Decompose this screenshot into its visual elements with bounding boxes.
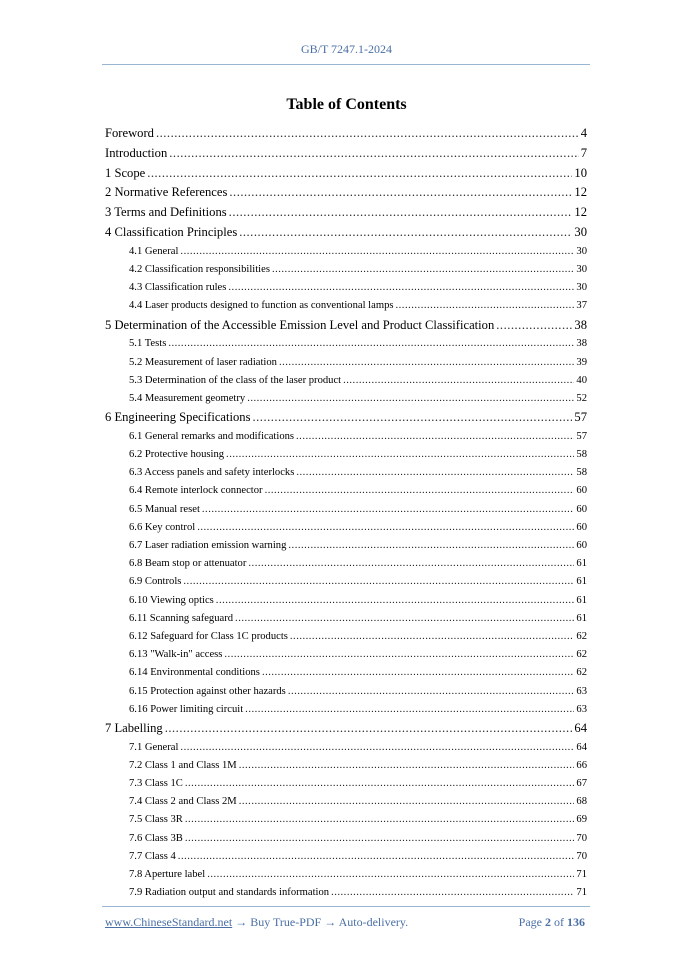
toc-leader-dots xyxy=(183,573,574,591)
toc-leader-dots xyxy=(165,719,573,739)
toc-entry-page: 62 xyxy=(576,630,587,642)
toc-subsection-entry[interactable] xyxy=(105,354,587,372)
toc-leader-dots xyxy=(496,316,572,336)
toc-leader-dots xyxy=(239,757,575,775)
toc-leader-dots xyxy=(265,482,575,500)
toc-subsection-entry[interactable] xyxy=(105,664,587,682)
toc-subsection-entry[interactable] xyxy=(105,297,587,315)
toc-section-entry[interactable] xyxy=(105,124,587,144)
toc-subsection-entry[interactable] xyxy=(105,866,587,884)
toc-entry-page: 71 xyxy=(576,868,587,880)
toc-entry-page: 62 xyxy=(576,667,587,679)
toc-leader-dots xyxy=(185,830,575,848)
auto-delivery-text: Auto-delivery. xyxy=(338,915,409,929)
toc-subsection-entry[interactable] xyxy=(105,811,587,829)
toc-entry-label: 7.5 Class 3R xyxy=(129,814,183,826)
toc-entry-page: 61 xyxy=(576,576,587,588)
toc-entry-page: 12 xyxy=(574,205,587,220)
toc-entry-page: 60 xyxy=(576,521,587,533)
toc-entry-page: 4 xyxy=(580,126,587,140)
toc-entry-label: 5.3 Determination of the class of the laser product xyxy=(129,374,342,386)
toc-entry-label: 6.11 Scanning safeguard xyxy=(129,612,234,624)
toc-entry-page: 62 xyxy=(576,649,587,661)
toc-entry-label: 6.6 Key control xyxy=(129,521,196,533)
toc-entry-label: 5.1 Tests xyxy=(129,338,167,350)
toc-section-entry[interactable] xyxy=(105,223,587,243)
toc-entry-label: 4 Classification Principles xyxy=(105,224,238,239)
standard-number: GB/T 7247.1-2024 xyxy=(300,42,393,56)
toc-entry-page: 70 xyxy=(576,832,587,844)
toc-entry-label: 6.14 Environmental conditions xyxy=(129,667,260,679)
toc-section-entry[interactable] xyxy=(105,316,587,336)
toc-subsection-entry[interactable] xyxy=(105,884,587,902)
page-current: 2 xyxy=(545,915,551,929)
toc-leader-dots xyxy=(288,537,574,555)
toc-subsection-entry[interactable] xyxy=(105,390,587,408)
toc-entry-label: 7.7 Class 4 xyxy=(129,850,176,862)
toc-subsection-entry[interactable] xyxy=(105,335,587,353)
toc-entry-page: 40 xyxy=(576,374,587,386)
toc-section-entry[interactable] xyxy=(105,203,587,223)
toc-entry-label: 7.3 Class 1C xyxy=(129,778,183,790)
toc-leader-dots xyxy=(279,354,574,372)
website-link[interactable]: www.ChineseStandard.net xyxy=(105,915,233,929)
toc-leader-dots xyxy=(239,793,575,811)
toc-entry-label: 7 Labelling xyxy=(105,720,163,735)
toc-section-entry[interactable] xyxy=(105,164,587,184)
toc-entry-label: 7.4 Class 2 and Class 2M xyxy=(129,796,237,808)
toc-entry-page: 57 xyxy=(574,410,587,425)
toc-entry-page: 58 xyxy=(576,467,587,479)
toc-subsection-entry[interactable] xyxy=(105,757,587,775)
toc-entry-label: Introduction xyxy=(105,145,168,160)
toc-entry-label: 4.1 General xyxy=(129,245,179,257)
toc-leader-dots xyxy=(178,848,575,866)
toc-leader-dots xyxy=(197,519,574,537)
document-header xyxy=(0,42,693,57)
buy-true-pdf-text: Buy True-PDF xyxy=(250,915,322,929)
arrow-right-icon: → xyxy=(324,915,337,929)
toc-leader-dots xyxy=(343,372,574,390)
toc-entry-page: 63 xyxy=(576,685,587,697)
toc-leader-dots xyxy=(239,223,572,243)
toc-leader-dots xyxy=(331,884,574,902)
toc-entry-page: 58 xyxy=(576,449,587,461)
toc-entry-page: 38 xyxy=(574,317,587,332)
toc-leader-dots xyxy=(180,739,574,757)
toc-subsection-entry[interactable] xyxy=(105,628,587,646)
toc-entry-page: 61 xyxy=(576,558,587,570)
toc-entry-page: 69 xyxy=(576,814,587,826)
toc-leader-dots xyxy=(180,243,574,261)
toc-leader-dots xyxy=(296,464,574,482)
toc-leader-dots xyxy=(296,428,574,446)
toc-entry-label: 5 Determination of the Accessible Emission Level and Product Classification xyxy=(105,317,495,332)
toc-subsection-entry[interactable] xyxy=(105,537,587,555)
toc-subsection-entry[interactable] xyxy=(105,428,587,446)
toc-leader-dots xyxy=(290,628,575,646)
toc-subsection-entry[interactable] xyxy=(105,610,587,628)
toc-leader-dots xyxy=(247,390,574,408)
toc-leader-dots xyxy=(396,297,575,315)
toc-subsection-entry[interactable] xyxy=(105,646,587,664)
toc-entry-label: Foreword xyxy=(105,126,154,140)
toc-leader-dots xyxy=(253,408,573,428)
toc-subsection-entry[interactable] xyxy=(105,261,587,279)
toc-entry-label: 7.2 Class 1 and Class 1M xyxy=(129,759,237,771)
toc-leader-dots xyxy=(185,775,575,793)
toc-subsection-entry[interactable] xyxy=(105,519,587,537)
toc-entry-page: 66 xyxy=(576,759,587,771)
footer-divider xyxy=(102,906,590,907)
toc-subsection-entry[interactable] xyxy=(105,683,587,701)
toc-entry-label: 4.3 Classification rules xyxy=(129,282,227,294)
toc-entry-page: 61 xyxy=(576,594,587,606)
toc-entry-page: 60 xyxy=(576,540,587,551)
toc-entry-page: 63 xyxy=(576,703,587,715)
arrow-right-icon: → xyxy=(235,915,248,929)
page-total: 136 xyxy=(567,915,585,929)
toc-leader-dots xyxy=(226,446,574,464)
toc-entry-page: 52 xyxy=(576,392,587,404)
toc-entry-label: 7.8 Aperture label xyxy=(129,868,206,880)
toc-entry-page: 60 xyxy=(576,503,587,515)
toc-entry-label: 6.1 General remarks and modifications xyxy=(129,430,295,442)
toc-entry-label: 6.5 Manual reset xyxy=(129,503,200,515)
toc-leader-dots xyxy=(147,164,572,184)
toc-entry-page: 64 xyxy=(576,741,587,753)
toc-subsection-entry[interactable] xyxy=(105,446,587,464)
toc-leader-dots xyxy=(202,501,575,519)
toc-subsection-entry[interactable] xyxy=(105,501,587,519)
toc-section-entry[interactable] xyxy=(105,408,587,428)
toc-entry-label: 7.9 Radiation output and standards information xyxy=(129,887,330,899)
toc-leader-dots xyxy=(229,183,572,203)
toc-subsection-entry[interactable] xyxy=(105,279,587,297)
toc-subsection-entry[interactable] xyxy=(105,464,587,482)
toc-subsection-entry[interactable] xyxy=(105,793,587,811)
toc-leader-dots xyxy=(185,811,575,829)
toc-subsection-entry[interactable] xyxy=(105,701,587,719)
page-prefix: Page xyxy=(518,915,542,929)
toc-section-entry[interactable] xyxy=(105,719,587,739)
toc-entry-label: 7.1 General xyxy=(129,741,179,753)
toc-leader-dots xyxy=(248,555,574,573)
toc-entry-label: 4.2 Classification responsibilities xyxy=(129,263,270,275)
toc-entry-label: 5.2 Measurement of laser radiation xyxy=(129,356,277,368)
toc-subsection-entry[interactable] xyxy=(105,555,587,573)
header-divider xyxy=(102,64,590,65)
toc-entry-page: 10 xyxy=(574,165,587,180)
toc-entry-page: 60 xyxy=(576,485,587,497)
toc-subsection-entry[interactable] xyxy=(105,739,587,757)
toc-entry-label: 6.10 Viewing optics xyxy=(129,594,214,606)
toc-leader-dots xyxy=(288,683,575,701)
toc-leader-dots xyxy=(224,646,574,664)
toc-entry-page: 12 xyxy=(574,185,587,200)
page-title: Table of Contents xyxy=(286,96,407,113)
toc-subsection-entry[interactable] xyxy=(105,573,587,591)
toc-leader-dots xyxy=(272,261,574,279)
toc-entry-label: 6.13 "Walk-in" access xyxy=(129,649,223,661)
toc-section-entry[interactable] xyxy=(105,144,587,164)
toc-subsection-entry[interactable] xyxy=(105,830,587,848)
table-of-contents xyxy=(105,124,587,902)
toc-leader-dots xyxy=(228,279,574,297)
toc-subsection-entry[interactable] xyxy=(105,372,587,390)
toc-entry-page: 37 xyxy=(576,300,587,312)
toc-subsection-entry[interactable] xyxy=(105,482,587,500)
toc-entry-page: 38 xyxy=(576,338,587,350)
toc-subsection-entry[interactable] xyxy=(105,775,587,793)
toc-entry-label: 6.15 Protection against other hazards xyxy=(129,685,286,697)
toc-leader-dots xyxy=(169,144,578,164)
toc-leader-dots xyxy=(216,592,575,610)
toc-entry-page: 68 xyxy=(576,796,587,808)
toc-section-entry[interactable] xyxy=(105,183,587,203)
toc-entry-label: 7.6 Class 3B xyxy=(129,832,183,844)
footer-promo xyxy=(105,915,408,930)
toc-entry-page: 70 xyxy=(576,850,587,862)
toc-entry-label: 6.4 Remote interlock connector xyxy=(129,485,263,497)
toc-leader-dots xyxy=(229,203,573,223)
toc-subsection-entry[interactable] xyxy=(105,243,587,261)
toc-entry-label: 6.9 Controls xyxy=(129,576,182,588)
toc-entry-page: 64 xyxy=(574,720,587,735)
toc-entry-label: 6.7 Laser radiation emission warning xyxy=(129,540,287,551)
toc-entry-label: 6.12 Safeguard for Class 1C products xyxy=(129,630,288,642)
toc-leader-dots xyxy=(245,701,574,719)
toc-entry-label: 6.8 Beam stop or attenuator xyxy=(129,558,247,570)
toc-entry-page: 57 xyxy=(576,430,587,442)
toc-leader-dots xyxy=(156,124,579,144)
toc-entry-label: 6.2 Protective housing xyxy=(129,449,225,461)
toc-entry-label: 6 Engineering Specifications xyxy=(105,410,251,425)
toc-entry-page: 71 xyxy=(576,887,587,899)
toc-entry-label: 4.4 Laser products designed to function as conventional lamps xyxy=(129,300,394,312)
toc-entry-page: 61 xyxy=(576,612,587,624)
toc-entry-label: 6.16 Power limiting circuit xyxy=(129,703,244,715)
toc-entry-label: 1 Scope xyxy=(105,165,146,180)
page-of: of xyxy=(554,915,564,929)
toc-leader-dots xyxy=(168,335,574,353)
toc-entry-label: 3 Terms and Definitions xyxy=(105,205,227,220)
page-indicator xyxy=(519,915,585,930)
toc-entry-label: 2 Normative References xyxy=(105,185,228,200)
toc-leader-dots xyxy=(235,610,574,628)
toc-entry-page: 30 xyxy=(574,224,587,239)
toc-entry-label: 5.4 Measurement geometry xyxy=(129,392,246,404)
toc-entry-page: 67 xyxy=(576,778,587,790)
toc-entry-page: 30 xyxy=(576,282,587,294)
toc-entry-page: 39 xyxy=(576,356,587,368)
toc-subsection-entry[interactable] xyxy=(105,848,587,866)
toc-entry-page: 30 xyxy=(576,245,587,257)
toc-entry-page: 7 xyxy=(580,145,587,160)
toc-entry-label: 6.3 Access panels and safety interlocks xyxy=(129,467,295,479)
toc-subsection-entry[interactable] xyxy=(105,592,587,610)
toc-entry-page: 30 xyxy=(576,263,587,275)
toc-leader-dots xyxy=(207,866,574,884)
toc-leader-dots xyxy=(262,664,574,682)
